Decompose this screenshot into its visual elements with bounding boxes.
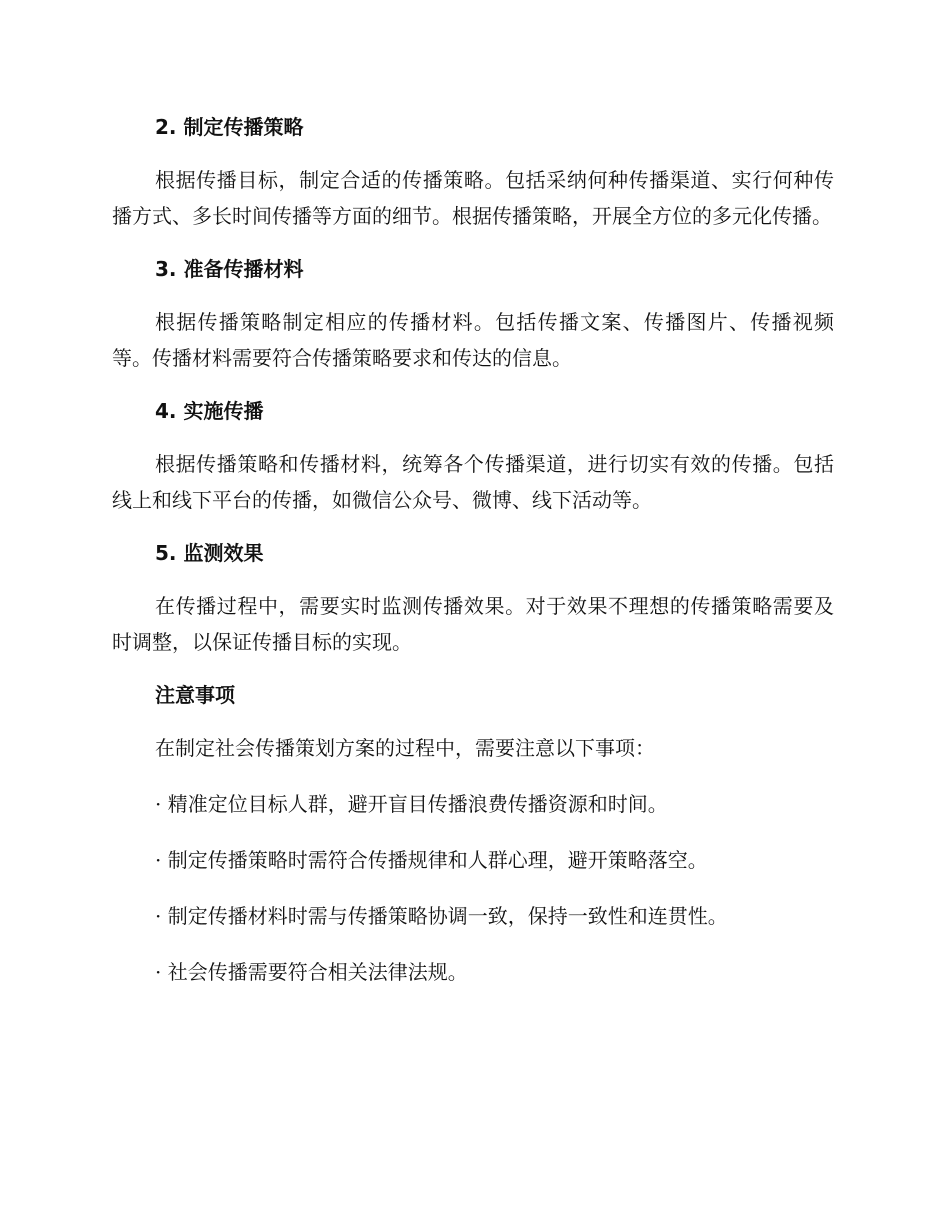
section-paragraph: 根据传播策略和传播材料，统筹各个传播渠道，进行切实有效的传播。包括线上和线下平台的传播，如微信公众号、微博、线下活动等。 (112, 452, 834, 512)
section-paragraph: 在传播过程中，需要实时监测传播效果。对于效果不理想的传播策略需要及时调整，以保证传播目标的实现。 (112, 594, 834, 654)
section-heading: 2. 制定传播策略 (155, 115, 304, 139)
notes-list-item: · 社会传播需要符合相关法律法规。 (155, 960, 468, 984)
notes-list-item: · 制定传播策略时需符合传播规律和人群心理，避开策略落空。 (155, 848, 708, 872)
section-heading: 4. 实施传播 (155, 399, 264, 423)
notes-list-item: · 制定传播材料时需与传播策略协调一致，保持一致性和连贯性。 (155, 904, 728, 928)
notes-heading: 注意事项 (155, 683, 235, 707)
document-content (112, 108, 834, 990)
section-paragraph: 根据传播目标，制定合适的传播策略。包括采纳何种传播渠道、实行何种传播方式、多长时间传播等方面的细节。根据传播策略，开展全方位的多元化传播。 (112, 168, 834, 228)
section-heading: 5. 监测效果 (155, 541, 264, 565)
section-paragraph: 根据传播策略制定相应的传播材料。包括传播文案、传播图片、传播视频等。传播材料需要符合传播策略要求和传达的信息。 (112, 310, 834, 370)
notes-intro: 在制定社会传播策划方案的过程中，需要注意以下事项： (155, 736, 655, 760)
section-heading: 3. 准备传播材料 (155, 257, 304, 281)
notes-list-item: · 精准定位目标人群，避开盲目传播浪费传播资源和时间。 (155, 792, 668, 816)
